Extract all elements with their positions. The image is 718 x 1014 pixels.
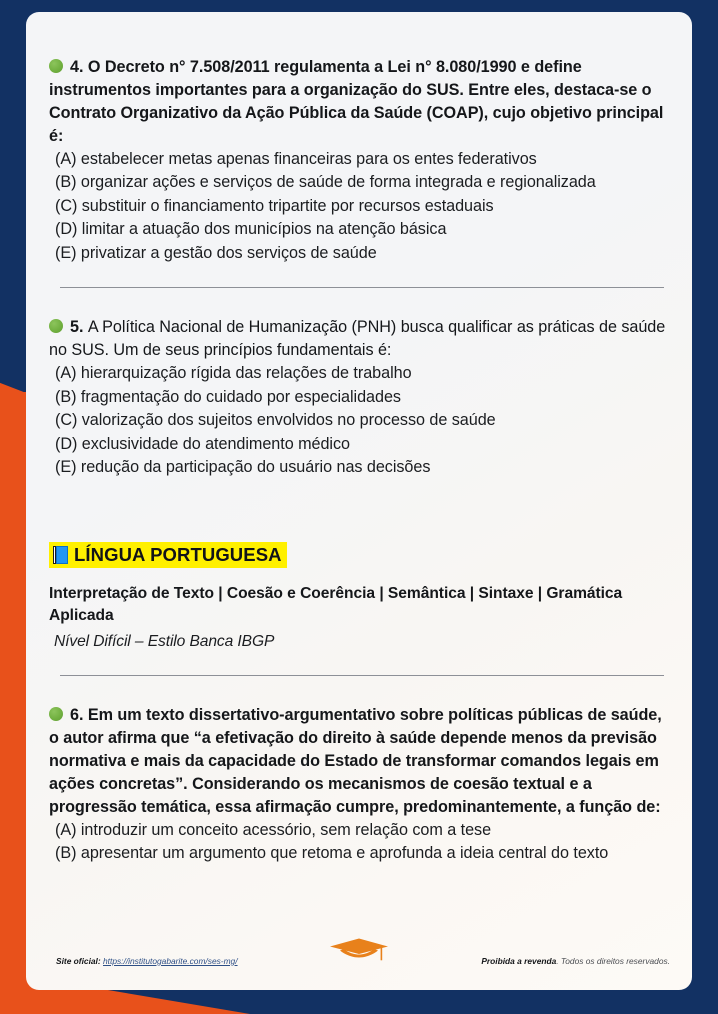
footer-site-link[interactable]: https://institutogabarite.com/ses-mg/ — [103, 956, 238, 966]
question-block — [49, 56, 668, 265]
question-stem — [49, 56, 668, 148]
question-block — [49, 316, 668, 479]
spacer — [49, 676, 668, 704]
alternative-option[interactable]: (B) organizar ações e serviços de saúde de forma integrada e regionalizada — [55, 173, 596, 192]
alternative-option[interactable]: (A) estabelecer metas apenas financeiras para os entes federativos — [55, 150, 537, 168]
alternative-option[interactable]: (A) introduzir um conceito acessório, sem relação com a tese — [55, 820, 492, 839]
blue-book-icon — [53, 546, 68, 564]
content-card — [26, 12, 692, 990]
question-stem — [49, 704, 668, 819]
green-bullet-icon — [49, 319, 63, 333]
question-text: O Decreto n° 7.508/2011 regulamenta a Lei n° 8.080/1990 e define instrumentos importantes para a organização do SUS. Entre eles, destaca-se o Contrato Organizativo da Ação Pública da Saúde (COAP), cujo objetivo principal é: — [49, 58, 664, 145]
section-level: Nível Difícil – Estilo Banca IBGP — [54, 632, 275, 650]
section-header — [49, 542, 668, 653]
document-body — [26, 12, 692, 990]
alternative-option[interactable]: (B) fragmentação do cuidado por especialidades — [55, 387, 401, 406]
spacer — [49, 288, 668, 316]
alternatives-list — [49, 148, 668, 265]
frame-orange-accent-bottom — [0, 988, 250, 1014]
footer-notice — [481, 956, 670, 966]
section-title-text: LÍNGUA PORTUGUESA — [74, 543, 282, 565]
section-title-highlight — [49, 542, 287, 568]
question-number: 5. — [70, 318, 84, 337]
question-number: 4. — [70, 58, 84, 76]
question-block — [49, 704, 668, 866]
question-number: 6. — [70, 705, 84, 724]
alternative-option[interactable]: (A) hierarquização rígida das relações de trabalho — [55, 364, 412, 383]
page-footer — [26, 942, 692, 968]
alternatives-list — [49, 819, 668, 866]
alternative-option[interactable]: (D) exclusividade do atendimento médico — [55, 434, 350, 453]
green-bullet-icon — [49, 707, 63, 721]
alternative-option[interactable]: (B) apresentar um argumento que retoma e aprofunda a ideia central do texto — [55, 844, 609, 863]
question-stem — [49, 316, 668, 362]
section-subtitle: Interpretação de Texto | Coesão e Coerência | Semântica | Sintaxe | Gramática Aplicada — [49, 585, 623, 625]
footer-notice-rest: . Todos os direitos reservados. — [556, 956, 670, 966]
book-face — [56, 546, 68, 564]
graduation-cap-icon — [328, 938, 390, 964]
alternative-option[interactable]: (E) redução da participação do usuário nas decisões — [55, 458, 431, 477]
alternatives-list — [49, 362, 668, 479]
footer-site-label: Site oficial: — [56, 956, 101, 966]
alternative-option[interactable]: (C) substituir o financiamento tripartite por recursos estaduais — [55, 196, 494, 215]
spacer — [49, 480, 668, 542]
question-text: A Política Nacional de Humanização (PNH) busca qualificar as práticas de saúde no SUS. Um de seus princípios fundamentais é: — [49, 318, 666, 360]
alternative-option[interactable]: (D) limitar a atuação dos municípios na atenção básica — [55, 220, 447, 239]
green-bullet-icon — [49, 59, 63, 73]
footer-site — [56, 956, 238, 966]
alternative-option[interactable]: (E) privatizar a gestão dos serviços de saúde — [55, 243, 377, 262]
question-text: Em um texto dissertativo-argumentativo sobre políticas públicas de saúde, o autor afirma que “a efetivação do direito à saúde depende menos da previsão normativa e mais da capacidade do Estado de transformar comandos legais em ações concretas”. Considerando os mecanismos de coesão textual e a progressão temática, essa afirmação cumpre, predominantemente, a função de: — [49, 705, 662, 816]
footer-notice-strong: Proibida a revenda — [481, 956, 557, 966]
alternative-option[interactable]: (C) valorização dos sujeitos envolvidos no processo de saúde — [55, 411, 496, 430]
